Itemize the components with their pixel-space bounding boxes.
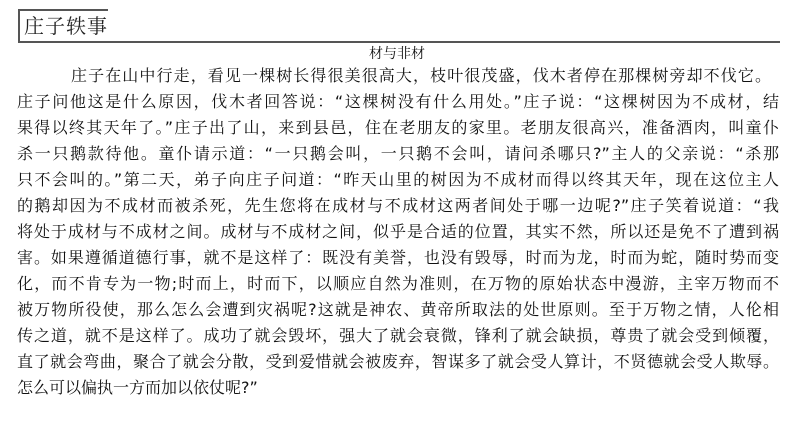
paragraph-line: 将处于成材与不成材之间。成材与不成材之间，似乎是合适的位置，其实不然，所以还是免不了遭到祸 [17, 222, 779, 241]
paragraph-line: 杀一只鹅款待他。童仆请示道：“一只鹅会叫，一只鹅不会叫，请问杀哪只?”主人的父亲说：“杀那 [17, 144, 779, 163]
paragraph-line: 庄子问他这是什么原因，伐木者回答说：“这棵树没有什么用处。”庄子说：“这棵树因为不成材，结 [17, 92, 779, 111]
paragraph-line: 传之道，就不是这样了。成功了就会毁坏，强大了就会衰微，锋利了就会缺损，尊贵了就会受到倾覆， [17, 326, 779, 345]
paragraph-line: 害。如果遵循道德行事，就不是这样了：既没有美誉，也没有毁辱，时而为龙，时而为蛇，随时势而变 [17, 248, 779, 267]
section-title: 庄子轶事 [24, 14, 108, 38]
paragraph-line: 化，而不肯专为一物;时而上，时而下，以顺应自然为准则，在万物的原始状态中漫游，主宰万物而不 [17, 274, 779, 293]
paragraph-line: 被万物所役使，那么怎么会遭到灾祸呢?这就是神农、黄帝所取法的处世原则。至于万物之情，人伦相 [17, 300, 779, 319]
paragraph-line: 直了就会弯曲，聚合了就会分散，受到爱惜就会被废弃，智谋多了就会受人算计，不贤德就会受人欺辱。 [17, 352, 779, 371]
paragraph-line: 怎么可以偏执一方而加以依仗呢?” [17, 378, 258, 397]
title-divider [18, 41, 780, 43]
paragraph-line: 果得以终其天年了。”庄子出了山，来到县邑，住在老朋友的家里。老朋友很高兴，准备酒肉，叫童仆 [17, 118, 779, 137]
paragraph-line: 庄子在山中行走，看见一棵树长得很美很高大，枝叶很茂盛，伐木者停在那棵树旁却不伐它。 [71, 66, 771, 85]
article-title: 材与非材 [369, 46, 425, 62]
paragraph-line: 的鹅却因为不成材而被杀死，先生您将在成材与不成材这两者间处于哪一边呢?”庄子笑着说道：“我 [17, 196, 779, 215]
paragraph-line: 只不会叫的。”第二天，弟子向庄子问道：“昨天山里的树因为不成材而得以终其天年，现在这位主人 [17, 170, 779, 189]
